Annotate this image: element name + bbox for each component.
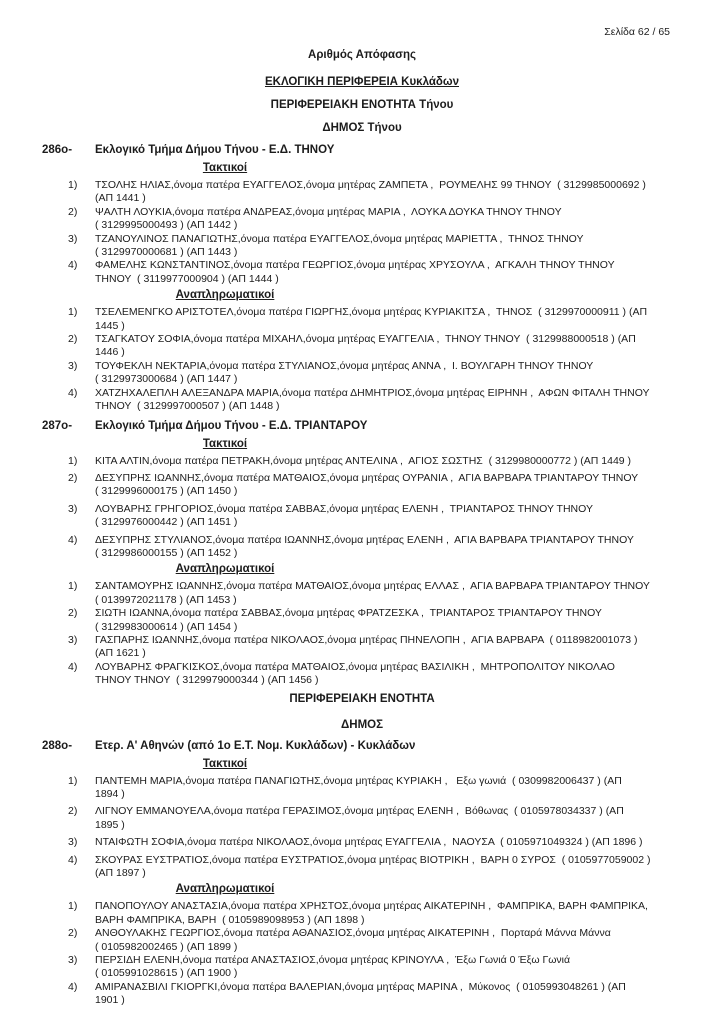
member-index: 4) [68,980,78,993]
member-list [68,306,680,413]
section-heading [42,419,694,433]
section-heading [42,143,694,157]
member-text: ΣΚΟΥΡΑΣ ΕΥΣΤΡΑΤΙΟΣ,όνομα πατέρα ΕΥΣΤΡΑΤΙΟΣ,όνομα μητέρας ΒΙΟΤΡΙΚΗ , ΒΑΡΗ 0 ΣΥΡΟΣ ( 0105977059002 ) (ΑΠ 1897 ) [95,853,651,880]
member-index: 3) [68,954,78,967]
member-row [68,534,680,561]
member-row [68,333,680,360]
member-row [68,472,680,499]
member-index: 1) [68,454,78,467]
page-number-label: Σελίδα 62 / 65 [604,26,670,38]
group-substitute-members [0,562,724,687]
member-text: ΣΑΝΤΑΜΟΥΡΗΣ ΙΩΑΝΝΗΣ,όνομα πατέρα ΜΑΤΘΑΙΟΣ,όνομα μητέρας ΕΛΛΑΣ , ΑΓΙΑ ΒΑΡΒΑΡΑ ΤΡΙΑΝΤΑΡΟΥ ΤΗΝΟΥ ( 0139972021178 ) (ΑΠ 1453 ) [95,580,650,606]
section-287 [0,419,724,688]
member-list [68,900,680,1007]
section-title: Ετερ. Α' Αθηνών (από 1ο Ε.Τ. Νομ. Κυκλάδων) - Κυκλάδων [95,739,416,752]
decision-number-heading: Αριθμός Απόφασης [308,49,416,61]
group-label: Τακτικοί [202,437,248,450]
member-row [68,233,680,260]
section-288 [0,739,724,1008]
section-number: 286ο- [42,144,73,156]
member-index: 1) [68,774,78,787]
member-row [68,455,680,468]
member-index: 3) [68,502,78,515]
member-row [68,854,680,881]
group-label: Αναπληρωματικοί [175,883,275,896]
member-text: ΤΟΥΦΕΚΛΗ ΝΕΚΤΑΡΙΑ,όνομα πατέρα ΣΤΥΛΙΑΝΟΣ,όνομα μητέρας ΑΝΝΑ , Ι. ΒΟΥΛΓΑΡΗ ΤΗΝΟΥ ΤΗΝΟΥ ( 3129973000684 ) (ΑΠ 1447 ) [95,359,594,386]
member-text: ΔΕΣΥΠΡΗΣ ΣΤΥΛΙΑΝΟΣ,όνομα πατέρα ΙΩΑΝΝΗΣ,όνομα μητέρας ΕΛΕΝΗ , ΑΓΙΑ ΒΑΡΒΑΡΑ ΤΡΙΑΝΤΑΡΟΥ ΤΗΝΟΥ ( 3129986000155 ) (ΑΠ 1452 ) [95,533,634,559]
member-text: ΠΑΝΟΠΟΥΛΟΥ ΑΝΑΣΤΑΣΙΑ,όνομα πατέρα ΧΡΗΣΤΟΣ,όνομα μητέρας ΑΙΚΑΤΕΡΙΝΗ , ΦΑΜΠΡΙΚΑ, ΒΑΡΗ ΦΑΜΠΡΙΚΑ, ΒΑΡΗ ΦΑΜΠΡΙΚΑ, ΒΑΡΗ ( 0105989098953 ) (ΑΠ 1898 ) [95,900,648,926]
member-row [68,179,680,206]
member-row [68,981,680,1008]
member-text: ΦΑΜΕΛΗΣ ΚΩΝΣΤΑΝΤΙΝΟΣ,όνομα πατέρα ΓΕΩΡΓΙΟΣ,όνομα μητέρας ΧΡΥΣΟΥΛΑ , ΑΓΚΑΛΗ ΤΗΝΟΥ ΤΗΝΟΥ ΤΗΝΟΥ ( 3119977000904 ) (ΑΠ 1444 ) [95,259,615,285]
member-index: 2) [68,205,78,218]
member-row [68,805,680,832]
member-list [68,775,680,881]
member-row [68,306,680,333]
member-index: 3) [68,836,78,849]
section-heading [42,739,694,753]
section-286 [0,143,724,414]
municipality-heading-2: ΔΗΜΟΣ [341,718,383,731]
regional-unit-heading: ΠΕΡΙΦΕΡΕΙΑΚΗ ΕΝΟΤΗΤΑ Τήνου [270,99,454,111]
section-number: 288ο- [42,739,73,752]
group-label: Αναπληρωματικοί [175,289,275,302]
regional-unit-heading-2: ΠΕΡΙΦΕΡΕΙΑΚΗ ΕΝΟΤΗΤΑ [289,692,435,705]
group-regular-members [0,161,724,286]
member-row [68,661,680,688]
member-text: ΑΜΙΡΑΝΑΣΒΙΛΙ ΓΚΙΟΡΓΚΙ,όνομα πατέρα ΒΑΛΕΡΙΑΝ,όνομα μητέρας ΜΑΡΙΝΑ , Μύκονος ( 0105993048261 ) (ΑΠ 1901 ) [95,980,626,1007]
member-row [68,360,680,387]
member-row [68,206,680,233]
member-text: ΓΑΣΠΑΡΗΣ ΙΩΑΝΝΗΣ,όνομα πατέρα ΝΙΚΟΛΑΟΣ,όνομα μητέρας ΠΗΝΕΛΟΠΗ , ΑΓΙΑ ΒΑΡΒΑΡΑ ( 0118982001073 ) (ΑΠ 1621 ) [95,633,638,660]
group-regular-members [0,437,724,561]
member-index: 2) [68,333,78,346]
group-substitute-members [0,882,724,1007]
member-row [68,634,680,661]
group-label: Αναπληρωματικοί [175,563,275,576]
member-list [68,455,680,561]
member-text: ΠΑΝΤΕΜΗ ΜΑΡΙΑ,όνομα πατέρα ΠΑΝΑΓΙΩΤΗΣ,όνομα μητέρας ΚΥΡΙΑΚΗ , Εξω γωνιά ( 0309982006437 ) (ΑΠ 1894 ) [95,774,622,800]
member-index: 4) [68,259,78,272]
section-number: 287ο- [42,419,73,432]
member-row [68,954,680,981]
member-index: 1) [68,179,78,191]
member-text: ΤΖΑΝΟΥΛΙΝΟΣ ΠΑΝΑΓΙΩΤΗΣ,όνομα πατέρα ΕΥΑΓΓΕΛΟΣ,όνομα μητέρας ΜΑΡΙΕΤΤΑ , ΤΗΝΟΣ ΤΗΝΟΥ ( 3129970000681 ) (ΑΠ 1443 ) [95,232,584,259]
group-label: Τακτικοί [202,757,248,770]
group-label: Τακτικοί [202,162,248,174]
member-text: ΑΝΘΟΥΛΑΚΗΣ ΓΕΩΡΓΙΟΣ,όνομα πατέρα ΑΘΑΝΑΣΙΟΣ,όνομα μητέρας ΑΙΚΑΤΕΡΙΝΗ , Πορταρά Μάννα Μάννα ( 0105982002465 ) (ΑΠ 1899 ) [95,927,611,953]
member-index: 4) [68,660,78,673]
member-text: ΝΤΑΙΦΩΤΗ ΣΟΦΙΑ,όνομα πατέρα ΝΙΚΟΛΑΟΣ,όνομα μητέρας ΕΥΑΓΓΕΛΙΑ , ΝΑΟΥΣΑ ( 0105971049324 ) (ΑΠ 1896 ) [95,836,643,849]
member-row [68,900,680,927]
member-list [68,179,680,286]
section-title: Εκλογικό Τμήμα Δήμου Τήνου - Ε.Δ. ΤΡΙΑΝΤΑΡΟΥ [95,419,368,432]
member-index: 2) [68,607,78,620]
member-row [68,580,680,607]
member-text: ΛΟΥΒΑΡΗΣ ΓΡΗΓΟΡΙΟΣ,όνομα πατέρα ΣΑΒΒΑΣ,όνομα μητέρας ΕΛΕΝΗ , ΤΡΙΑΝΤΑΡΟΣ ΤΗΝΟΥ ΤΗΝΟΥ ( 3129976000442 ) (ΑΠ 1451 ) [95,502,593,529]
member-index: 2) [68,471,78,484]
member-index: 1) [68,306,78,319]
member-row [68,259,680,286]
member-text: ΧΑΤΖΗΧΑΛΕΠΛΗ ΑΛΕΞΑΝΔΡΑ ΜΑΡΙΑ,όνομα πατέρα ΔΗΜΗΤΡΙΟΣ,όνομα μητέρας ΕΙΡΗΝΗ , ΑΦΩΝ ΦΙΤΑΛΗ ΤΗΝΟΥ ΤΗΝΟΥ ( 3129997000507 ) (ΑΠ 1448 ) [95,386,650,413]
member-row [68,387,680,414]
member-text: ΤΣΟΛΗΣ ΗΛΙΑΣ,όνομα πατέρα ΕΥΑΓΓΕΛΟΣ,όνομα μητέρας ΖΑΜΠΕΤΑ , ΡΟΥΜΕΛΗΣ 99 ΤΗΝΟΥ ( 3129985000692 ) (ΑΠ 1441 ) [95,179,646,205]
member-row [68,607,680,634]
member-text: ΨΑΛΤΗ ΛΟΥΚΙΑ,όνομα πατέρα ΑΝΔΡΕΑΣ,όνομα μητέρας ΜΑΡΙΑ , ΛΟΥΚΑ ΔΟΥΚΑ ΤΗΝΟΥ ΤΗΝΟΥ ( 3129995000493 ) (ΑΠ 1442 ) [95,205,562,232]
member-row [68,927,680,954]
member-index: 4) [68,386,78,399]
member-index: 3) [68,232,78,245]
municipality-heading: ΔΗΜΟΣ Τήνου [322,122,402,134]
member-text: ΣΙΩΤΗ ΙΩΑΝΝΑ,όνομα πατέρα ΣΑΒΒΑΣ,όνομα μητέρας ΦΡΑΤΖΕΣΚΑ , ΤΡΙΑΝΤΑΡΟΣ ΤΡΙΑΝΤΑΡΟΥ ΤΗΝΟΥ ( 3129983000614 ) (ΑΠ 1454 ) [95,607,602,633]
member-row [68,836,680,849]
member-text: ΚΙΤΑ ΑΛΤΙΝ,όνομα πατέρα ΠΕΤΡΑΚΗ,όνομα μητέρας ΑΝΤΕΛΙΝΑ , ΑΓΙΟΣ ΣΩΣΤΗΣ ( 3129980000772 ) (ΑΠ 1449 ) [95,454,632,467]
group-substitute-members [0,288,724,413]
member-index: 1) [68,580,78,593]
member-index: 2) [68,927,78,940]
member-index: 4) [68,853,78,866]
section-title: Εκλογικό Τμήμα Δήμου Τήνου - Ε.Δ. ΤΗΝΟΥ [95,144,335,156]
member-row [68,503,680,530]
electoral-region-heading: ΕΚΛΟΓΙΚΗ ΠΕΡΙΦΕΡΕΙΑ Κυκλάδων [264,76,459,88]
member-index: 4) [68,533,78,546]
member-text: ΔΕΣΥΠΡΗΣ ΙΩΑΝΝΗΣ,όνομα πατέρα ΜΑΤΘΑΙΟΣ,όνομα μητέρας ΟΥΡΑΝΙΑ , ΑΓΙΑ ΒΑΡΒΑΡΑ ΤΡΙΑΝΤΑΡΟΥ ΤΗΝΟΥ ( 3129996000175 ) (ΑΠ 1450 ) [95,471,639,498]
member-index: 1) [68,900,78,913]
member-text: ΤΣΕΛΕΜΕΝΓΚΟ ΑΡΙΣΤΟΤΕΛ,όνομα πατέρα ΓΙΩΡΓΗΣ,όνομα μητέρας ΚΥΡΙΑΚΙΤΣΑ , ΤΗΝΟΣ ( 3129970000911 ) (ΑΠ 1445 ) [95,306,648,332]
member-text: ΠΕΡΣΙΔΗ ΕΛΕΝΗ,όνομα πατέρα ΑΝΑΣΤΑΣΙΟΣ,όνομα μητέρας ΚΡΙΝΟΥΛΑ , Έξω Γωνιά 0 Έξω Γωνιά ( 0105991028615 ) (ΑΠ 1900 ) [95,954,571,980]
member-text: ΤΣΑΓΚΑΤΟΥ ΣΟΦΙΑ,όνομα πατέρα ΜΙΧΑΗΛ,όνομα μητέρας ΕΥΑΓΓΕΛΙΑ , ΤΗΝΟΥ ΤΗΝΟΥ ( 3129988000518 ) (ΑΠ 1446 ) [95,333,636,359]
member-index: 3) [68,633,78,646]
member-index: 3) [68,359,78,372]
member-text: ΛΙΓΝΟΥ ΕΜΜΑΝΟΥΕΛΑ,όνομα πατέρα ΓΕΡΑΣΙΜΟΣ,όνομα μητέρας ΕΛΕΝΗ , Βόθωνας ( 0105978034337 ) (ΑΠ 1895 ) [95,805,624,831]
member-text: ΛΟΥΒΑΡΗΣ ΦΡΑΓΚΙΣΚΟΣ,όνομα πατέρα ΜΑΤΘΑΙΟΣ,όνομα μητέρας ΒΑΣΙΛΙΚΗ , ΜΗΤΡΟΠΟΛΙΤΟΥ ΝΙΚΟΛΑΟ ΤΗΝΟΥ ΤΗΝΟΥ ( 3129979000344 ) (ΑΠ 1456 ) [95,660,615,687]
member-list [68,580,680,687]
member-row [68,775,680,802]
member-index: 2) [68,805,78,818]
group-regular-members [0,757,724,881]
